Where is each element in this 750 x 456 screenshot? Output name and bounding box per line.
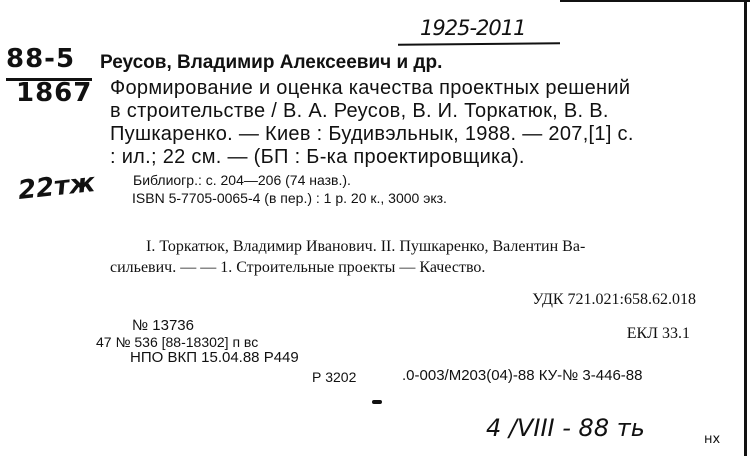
title-line: в строительстве / В. А. Реусов, В. И. Торкатюк, В. В.	[110, 100, 609, 122]
title-line: Пушкаренко. — Киев : Будивэльнык, 1988. — 207,[1] с.	[110, 123, 634, 145]
ink-mark	[372, 400, 382, 404]
handwritten-years: 1925-2011	[420, 16, 526, 40]
isbn-line: ISBN 5-7705-0065-4 (в пер.) : 1 р. 20 к., 3000 экз.	[132, 190, 447, 206]
record-number: № 13736	[132, 317, 194, 334]
card-right-edge	[744, 0, 747, 456]
title-line: : ил.; 22 см. — (БП : Б-ка проектировщика).	[110, 146, 525, 168]
handwritten-corner-note: нх	[704, 432, 721, 447]
price-code-right: .0-003/М203(04)-88 КУ-№ 3-446-88	[402, 367, 643, 384]
ekl-classification: ЕКЛ 33.1	[626, 325, 690, 342]
handwritten-inventory-mark: 22тж	[16, 168, 97, 206]
call-number-line2: 1867	[16, 78, 93, 108]
npo-line: НПО ВКП 15.04.88 Р449	[130, 349, 299, 366]
bibliography-note: Библиогр.: с. 204—206 (74 назв.).	[133, 172, 351, 188]
udk-classification: УДК 721.021:658.62.018	[532, 291, 696, 308]
years-underline	[398, 42, 560, 45]
handwritten-bottom-note: 4 /VIII - 88 ть	[486, 414, 645, 442]
price-code-left: Р 3202	[312, 369, 357, 385]
order-number: 47 № 536 [88-18302] п вс	[96, 334, 259, 350]
title-line: Формирование и оценка качества проектных решений	[110, 77, 631, 99]
call-number-line1: 88-5	[6, 44, 76, 74]
author-heading: Реусов, Владимир Алексеевич и др.	[100, 52, 443, 73]
tracings-line: I. Торкатюк, Владимир Иванович. II. Пушкаренко, Валентин Ва-	[146, 238, 586, 255]
tracings-line: сильевич. — — 1. Строительные проекты — Качество.	[110, 259, 486, 276]
card-top-edge	[560, 0, 750, 2]
